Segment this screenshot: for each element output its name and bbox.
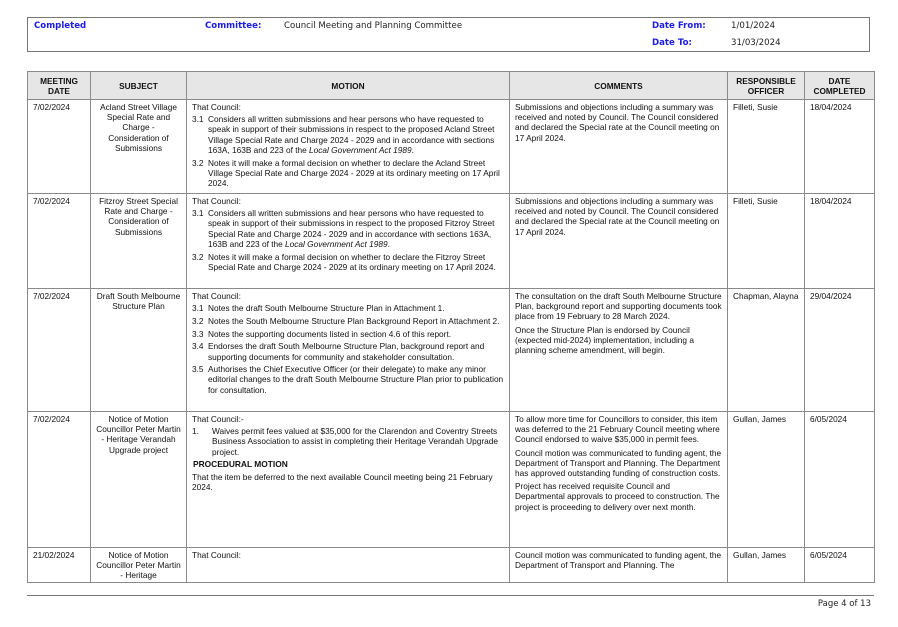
column-header-motion: MOTION — [187, 72, 510, 100]
report-filter-header — [27, 17, 870, 52]
table-row — [28, 289, 875, 412]
motion-item-text: Endorses the draft South Melbourne Structure Plan, background report and supporting documents for community and stakeholder consultation. — [208, 341, 485, 362]
table-row — [28, 412, 875, 548]
motion-item — [192, 426, 504, 457]
motion-item-text: Considers all written submissions and hear persons who have requested to speak in support of their submissions in respect to the proposed Fitzroy Street Special Rate and Charge 2024 - 2029 and in accordance with sections 163A, 163B and 223 of the Local Government Act 1989. — [208, 208, 495, 249]
motion-cell — [187, 412, 510, 548]
motion-item — [192, 114, 504, 155]
motion-item-text: Authorises the Chief Executive Officer (or their delegate) to make any minor editorial changes to the draft South Melbourne Structure Plan prior to publication for consultation. — [208, 364, 504, 395]
comment-paragraph: Submissions and objections including a summary was received and noted by Council. The Council considered and declared the Special rate at the Council meeting on 17 April 2024. — [515, 196, 720, 237]
motion-intro: That Council:- — [192, 414, 244, 424]
committee-label: Committee: — [205, 21, 262, 31]
subject-cell: Notice of Motion Councillor Peter Martin - Heritage Verandah Upgrade project — [91, 412, 187, 548]
comments-cell — [510, 289, 728, 412]
date-completed-cell: 29/04/2024 — [805, 289, 875, 412]
comment-paragraph: Council motion was communicated to funding agent, the Department of Transport and Planning. The Department has approved outstanding funding of construction costs. — [515, 447, 722, 479]
comment-paragraph: Once the Structure Plan is endorsed by Council (expected mid-2024) implementation, including a planning scheme amendment, will begin. — [515, 324, 694, 356]
comment-paragraph: Submissions and objections including a summary was received and noted by Council. The Council considered and declared the Special rate at the Council meeting on 17 April 2024. — [515, 102, 720, 143]
meeting-date-cell: 7/02/2024 — [28, 412, 91, 548]
motion-item-text: Notes the draft South Melbourne Structure Plan in Attachment 1. — [208, 303, 445, 314]
motion-item-text: Notes the supporting documents listed in section 4.6 of this report. — [208, 328, 452, 339]
motion-item — [192, 303, 504, 313]
motion-item-number: 3.4 — [192, 341, 204, 352]
responsible-officer-cell: Gullan, James — [728, 548, 805, 583]
motion-item-text: Notes it will make a formal decision on whether to declare the Acland Street Village Special Rate and Charge 2024 - 2029 at its ordinary meeting on 17 April 2024. — [208, 157, 500, 188]
motion-item-number: 3.3 — [192, 328, 204, 339]
committee-value: Council Meeting and Planning Committee — [284, 21, 463, 31]
date-to-value: 31/03/2024 — [731, 38, 781, 48]
status-label: Completed — [34, 21, 87, 31]
comment-paragraph: To allow more time for Councillors to consider, this item was deferred to the 21 February Council meeting where Council endorsed to waive $35,000 in permit fees. — [515, 414, 720, 445]
motion-item-number: 3.2 — [192, 315, 204, 326]
comments-cell — [510, 412, 728, 548]
responsible-officer-cell: Filleti, Susie — [728, 194, 805, 289]
motion-item — [192, 364, 504, 395]
column-header-comments: COMMENTS — [510, 72, 728, 100]
page-number: Page 4 of 13 — [817, 599, 871, 609]
motion-item-number: 3.1 — [192, 208, 204, 219]
column-header-subject: SUBJECT — [91, 72, 187, 100]
responsible-officer-cell: Filleti, Susie — [728, 100, 805, 194]
motion-item — [192, 316, 504, 326]
motion-item-number: 3.1 — [192, 303, 204, 314]
motion-intro: That Council: — [192, 291, 241, 301]
motion-item-number: 3.5 — [192, 364, 204, 375]
motion-cell — [187, 548, 510, 583]
column-header-meeting-date: MEETING DATE — [28, 72, 91, 100]
comment-paragraph: Project has received requisite Council and Departmental approvals to proceed to construction. The project is proceeding to delivery over next month. — [515, 481, 720, 512]
motion-item — [192, 252, 504, 272]
procedural-motion-text: That the item be deferred to the next available Council meeting being 21 February 2024. — [192, 471, 493, 492]
motion-item — [192, 158, 504, 189]
table-header-row — [28, 72, 875, 100]
motion-item-number: 3.2 — [192, 251, 204, 262]
date-completed-cell: 6/05/2024 — [805, 548, 875, 583]
date-to-label: Date To: — [652, 38, 692, 48]
date-completed-cell: 6/05/2024 — [805, 412, 875, 548]
motion-item — [192, 341, 504, 361]
subject-cell: Draft South Melbourne Structure Plan — [91, 289, 187, 412]
motion-item-text: Notes the South Melbourne Structure Plan Background Report in Attachment 2. — [208, 315, 500, 326]
motion-item-number: 1. — [192, 426, 199, 437]
procedural-motion-heading: PROCEDURAL MOTION — [193, 459, 288, 470]
table-row — [28, 194, 875, 289]
actions-table — [27, 71, 875, 583]
table-row — [28, 100, 875, 194]
motion-cell — [187, 194, 510, 289]
meeting-date-cell: 7/02/2024 — [28, 289, 91, 412]
subject-cell: Acland Street Village Special Rate and Charge - Consideration of Submissions — [91, 100, 187, 194]
comment-paragraph: Council motion was communicated to funding agent, the Department of Transport and Planning. The — [515, 550, 722, 571]
date-from-label: Date From: — [652, 21, 706, 31]
motion-item-text: Notes it will make a formal decision on whether to declare the Fitzroy Street Special Rate and Charge 2024 - 2029 at its ordinary meeting on 17 April 2024. — [208, 251, 496, 272]
motion-cell — [187, 289, 510, 412]
motion-cell — [187, 100, 510, 194]
meeting-date-cell: 7/02/2024 — [28, 100, 91, 194]
date-completed-cell: 18/04/2024 — [805, 100, 875, 194]
comments-cell — [510, 548, 728, 583]
date-from-value: 1/01/2024 — [731, 21, 776, 31]
table-row — [28, 548, 875, 583]
motion-item-text: Waives permit fees valued at $35,000 for the Clarendon and Coventry Streets Business Association to assist in completing their Heritage Verandah Upgrade project. — [212, 426, 498, 457]
motion-intro: That Council: — [192, 550, 241, 560]
column-header-responsible-officer: RESPONSIBLE OFFICER — [728, 72, 805, 100]
motion-item-number: 3.2 — [192, 157, 204, 168]
subject-cell: Fitzroy Street Special Rate and Charge - Consideration of Submissions — [91, 194, 187, 289]
motion-item — [192, 208, 504, 249]
date-completed-cell: 18/04/2024 — [805, 194, 875, 289]
motion-item — [192, 329, 504, 339]
meeting-date-cell: 21/02/2024 — [28, 548, 91, 583]
meeting-date-cell: 7/02/2024 — [28, 194, 91, 289]
footer-divider — [27, 595, 874, 596]
motion-intro: That Council: — [192, 196, 241, 206]
motion-item-text: Considers all written submissions and hear persons who have requested to speak in support of their submissions in respect to the proposed Acland Street Village Special Rate and Charge 2024 - 2029 and in accordance with sections 163A, 163B and 223 of the Local Government Act 1989. — [208, 114, 495, 155]
comments-cell — [510, 194, 728, 289]
column-header-date-completed: DATE COMPLETED — [805, 72, 875, 100]
subject-cell: Notice of Motion Councillor Peter Martin - Heritage — [91, 548, 187, 583]
comments-cell — [510, 100, 728, 194]
responsible-officer-cell: Chapman, Alayna — [728, 289, 805, 412]
motion-intro: That Council: — [192, 102, 241, 112]
responsible-officer-cell: Gullan, James — [728, 412, 805, 548]
motion-item-number: 3.1 — [192, 114, 204, 125]
comment-paragraph: The consultation on the draft South Melbourne Structure Plan, background report and supporting documents took place from 19 February to 28 March 2024. — [515, 291, 722, 322]
